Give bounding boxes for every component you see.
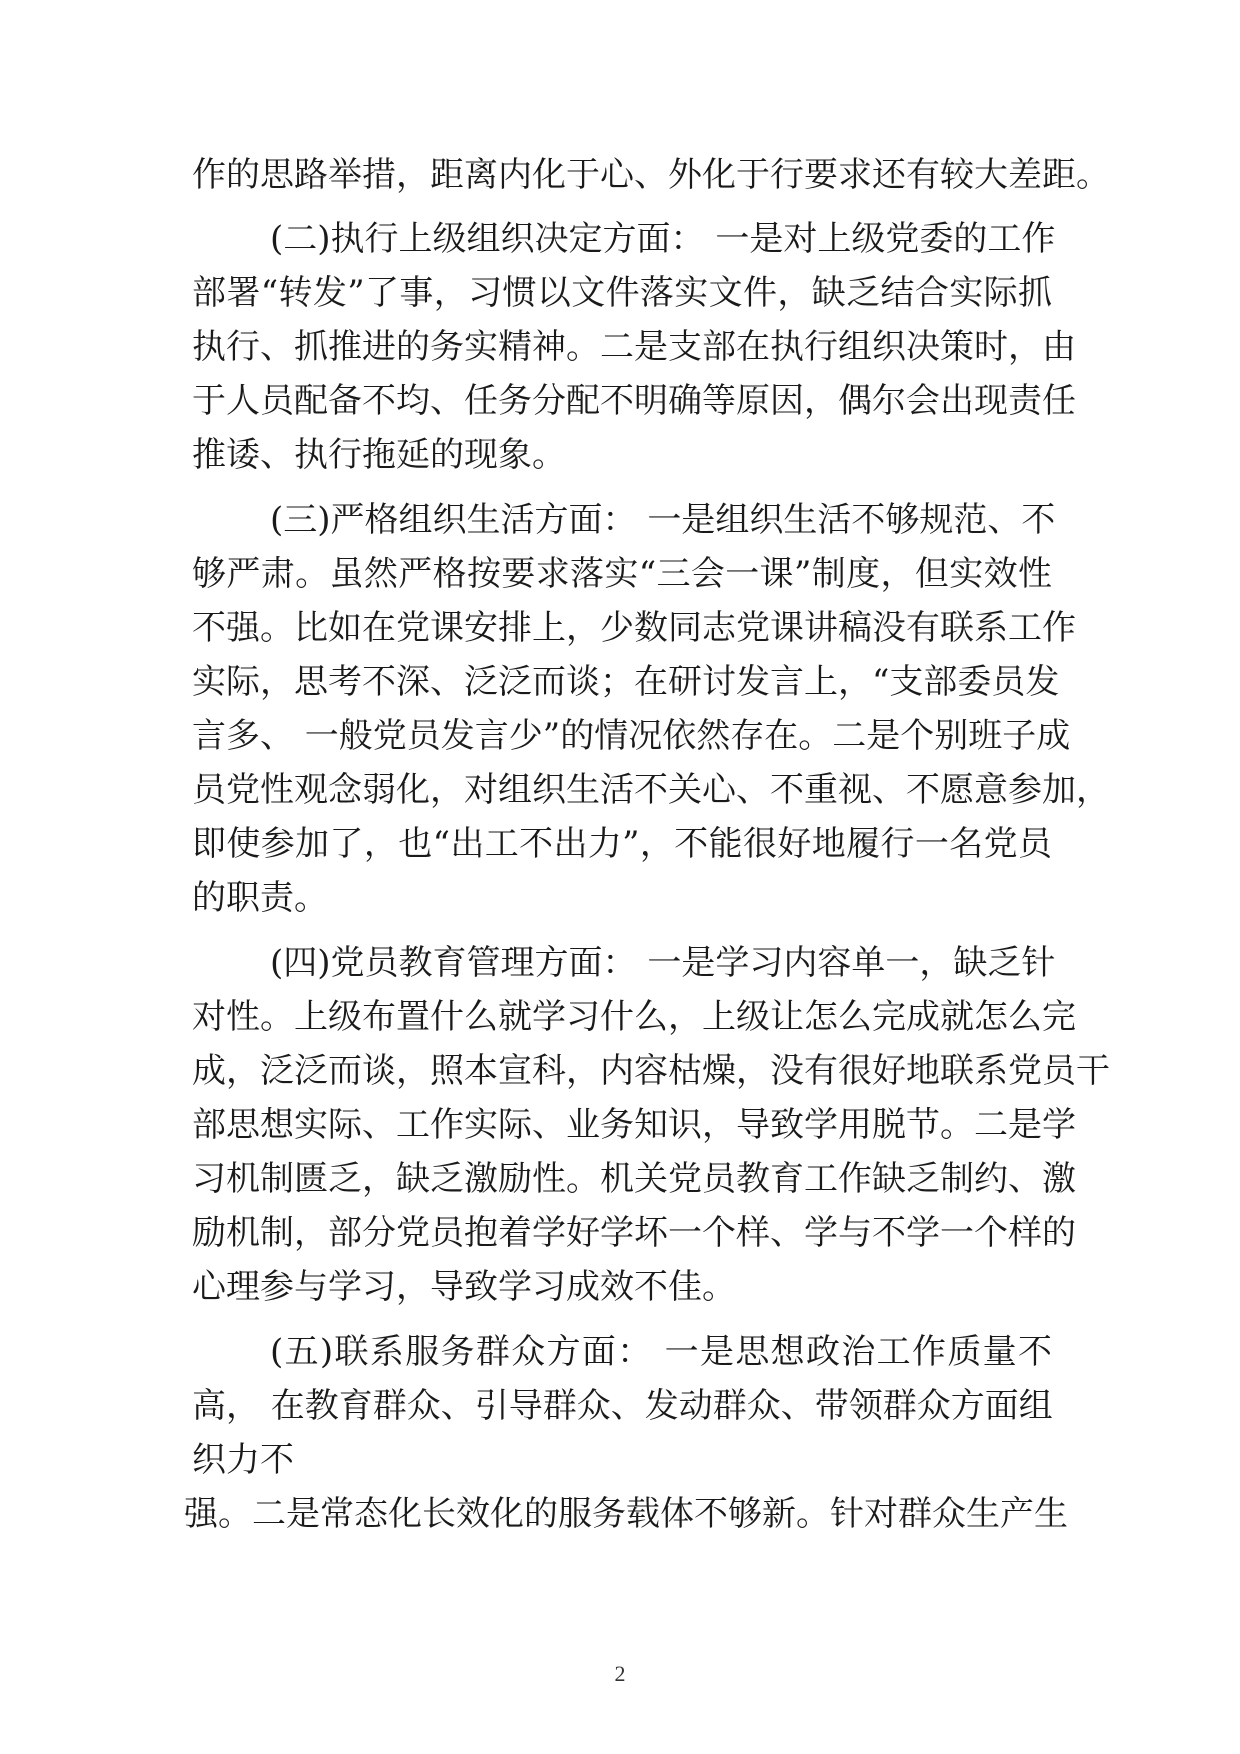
text-line: 作的思路举措，距离内化于心、外化于行要求还有较大差距。	[192, 155, 1110, 195]
text-line: 部思想实际、工作实际、业务知识，导致学用脱节。二是学	[192, 1105, 1076, 1145]
text-line: 实际，思考不深、泛泛而谈；在研讨发言上，“支部委员发	[192, 662, 1060, 702]
text-line: 于人员配备不均、任务分配不明确等原因，偶尔会出现责任	[192, 381, 1076, 421]
text-line: 成，泛泛而谈，照本宣科，内容枯燥，没有很好地联系党员干	[192, 1051, 1110, 1091]
text-line: 够严肃。虽然严格按要求落实“三会一课”制度，但实效性	[192, 554, 1052, 594]
paragraph-heading-line: (二)执行上级组织决定方面： 一是对上级党委的工作	[270, 219, 1056, 259]
paragraph-heading-line: (五)联系服务群众方面： 一是思想政治工作质量不	[270, 1332, 1052, 1372]
page-number: 2	[614, 1661, 626, 1686]
text-line: 员党性观念弱化，对组织生活不关心、不重视、不愿意参加，	[192, 770, 1110, 810]
text-line: 推诿、执行拖延的现象。	[192, 435, 566, 475]
text-line: 不强。比如在党课安排上，少数同志党课讲稿没有联系工作	[192, 608, 1076, 648]
text-line: 即使参加了，也“出工不出力”，不能很好地履行一名党员	[192, 824, 1052, 864]
text-line: 心理参与学习，导致学习成效不佳。	[192, 1267, 736, 1307]
text-line: 对性。上级布置什么就学习什么，上级让怎么完成就怎么完	[192, 997, 1076, 1037]
text-line: 高， 在教育群众、引导群众、发动群众、带领群众方面组	[192, 1386, 1053, 1426]
text-line: 的职责。	[192, 878, 328, 918]
text-line: 执行、抓推进的务实精神。二是支部在执行组织决策时，由	[192, 327, 1076, 367]
text-line: 部署“转发”了事，习惯以文件落实文件，缺乏结合实际抓	[192, 273, 1052, 313]
text-line: 习机制匮乏，缺乏激励性。机关党员教育工作缺乏制约、激	[192, 1159, 1076, 1199]
text-line: 强。二是常态化长效化的服务载体不够新。针对群众生产生	[184, 1494, 1068, 1534]
paragraph-heading-line: (三)严格组织生活方面： 一是组织生活不够规范、不	[270, 500, 1056, 540]
paragraph-heading-line: (四)党员教育管理方面： 一是学习内容单一，缺乏针	[270, 943, 1056, 983]
text-line: 励机制，部分党员抱着学好学坏一个样、学与不学一个样的	[192, 1213, 1076, 1253]
text-line: 织力不	[192, 1440, 294, 1480]
text-line: 言多、 一般党员发言少”的情况依然存在。二是个别班子成	[192, 716, 1071, 756]
